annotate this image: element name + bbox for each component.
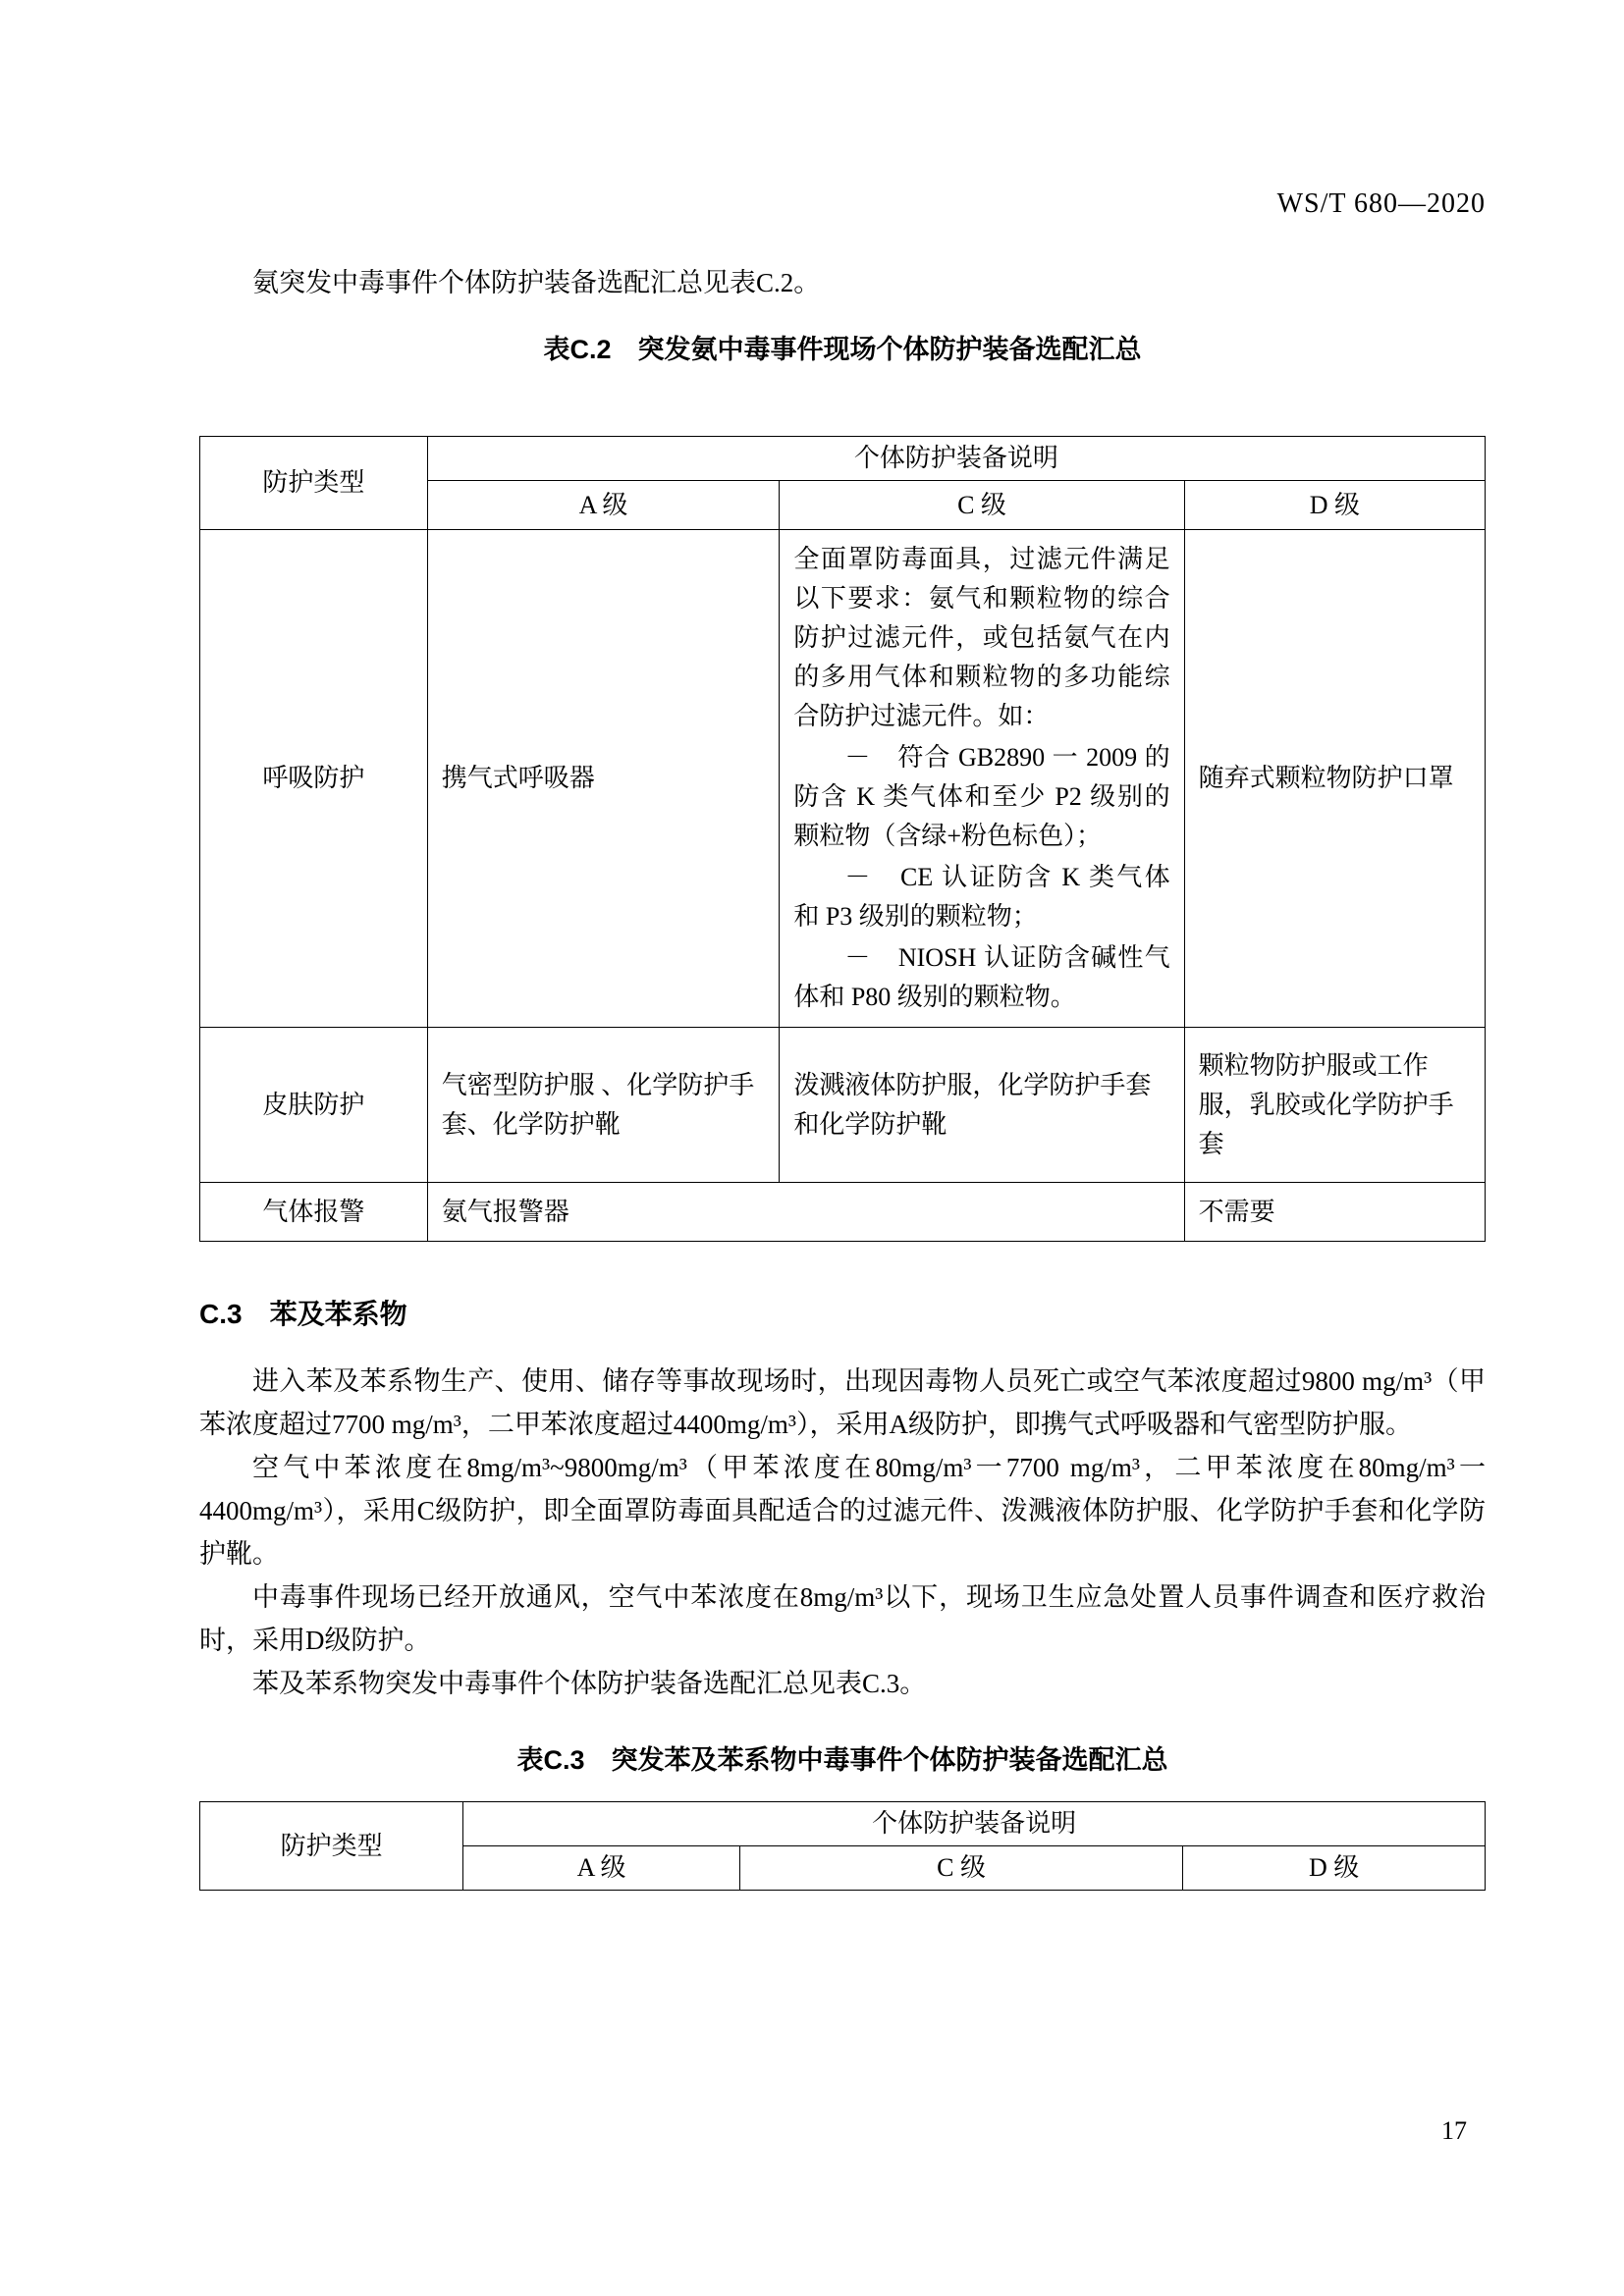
- c2-respiratory-c-bullet-2: － CE 认证防含 K 类气体和 P3 级别的颗粒物；: [793, 863, 1170, 931]
- page-number: 17: [1441, 2116, 1467, 2145]
- c2-col-equipment-header: 个体防护装备说明: [427, 437, 1485, 481]
- c2-row-skin: [200, 1028, 1486, 1183]
- page-content: [199, 0, 1486, 1891]
- intro-paragraph: 氨突发中毒事件个体防护装备选配汇总见表C.2。: [252, 268, 821, 297]
- c2-skin-a: 气密型防护服 、化学防护手套、化学防护靴: [427, 1028, 780, 1183]
- c3-level-a-header: A 级: [463, 1846, 739, 1891]
- c2-skin-c: 泼溅液体防护服，化学防护手套和化学防护靴: [780, 1028, 1184, 1183]
- c2-level-c-header: C 级: [780, 481, 1184, 530]
- c3-col-equipment-header: 个体防护装备说明: [463, 1802, 1486, 1846]
- c2-respiratory-c: [780, 530, 1184, 1028]
- table-c3-title: 表C.3 突发苯及苯系物中毒事件个体防护装备选配汇总: [516, 1745, 1168, 1775]
- c3-paragraph-1: 进入苯及苯系物生产、使用、储存等事故现场时，出现因毒物人员死亡或空气苯浓度超过9800 mg/m³（甲苯浓度超过7700 mg/m³，二甲苯浓度超过4400mg/m³），采用A级防护，即携气式呼吸器和气密型防护服。: [199, 1366, 1486, 1439]
- c2-level-d-header: D 级: [1184, 481, 1485, 530]
- c2-header-row-1: [200, 437, 1486, 481]
- c2-respiratory-a: 携气式呼吸器: [427, 530, 780, 1028]
- c3-col-type-header: 防护类型: [200, 1802, 463, 1891]
- c2-respiratory-d: 随弃式颗粒物防护口罩: [1184, 530, 1485, 1028]
- c2-respiratory-c-bullet-1: － 符合 GB2890 一 2009 的防含 K 类气体和至少 P2 级别的颗粒物（含绿+粉色标色）；: [793, 743, 1170, 850]
- c2-row-respiratory: [200, 530, 1486, 1028]
- c2-skin-d: 颗粒物防护服或工作服，乳胶或化学防护手套: [1184, 1028, 1485, 1183]
- table-c2: [199, 436, 1486, 1242]
- c3-level-d-header: D 级: [1183, 1846, 1486, 1891]
- c3-paragraph-2: 空气中苯浓度在8mg/m³~9800mg/m³（甲苯浓度在80mg/m³一7700 mg/m³，二甲苯浓度在80mg/m³一4400mg/m³），采用C级防护，即全面罩防毒面具配适合的过滤元件、泼溅液体防护服、化学防护手套和化学防护靴。: [199, 1453, 1486, 1569]
- c2-row-alarm: [200, 1183, 1486, 1242]
- c2-skin-type: 皮肤防护: [200, 1028, 428, 1183]
- c2-respiratory-c-intro: 全面罩防毒面具，过滤元件满足以下要求：氨气和颗粒物的综合防护过滤元件，或包括氨气在内的多用气体和颗粒物的多功能综合防护过滤元件。如：: [793, 545, 1170, 730]
- c2-col-type-header: 防护类型: [200, 437, 428, 530]
- c3-paragraph-4: 苯及苯系物突发中毒事件个体防护装备选配汇总见表C.3。: [252, 1669, 927, 1698]
- table-c2-title: 表C.2 突发氨中毒事件现场个体防护装备选配汇总: [543, 335, 1142, 364]
- doc-number: WS/T 680—2020: [1276, 188, 1486, 219]
- c3-level-c-header: C 级: [739, 1846, 1183, 1891]
- c2-respiratory-c-bullet-3: － NIOSH 认证防含碱性气体和 P80 级别的颗粒物。: [793, 943, 1170, 1011]
- c2-alarm-d: 不需要: [1184, 1183, 1485, 1242]
- c2-alarm-type: 气体报警: [200, 1183, 428, 1242]
- c2-respiratory-type: 呼吸防护: [200, 530, 428, 1028]
- section-c3-body: [199, 1360, 1486, 1705]
- section-c3-heading: C.3 苯及苯系物: [199, 1299, 407, 1329]
- c3-paragraph-3: 中毒事件现场已经开放通风，空气中苯浓度在8mg/m³以下，现场卫生应急处置人员事件调查和医疗救治时，采用D级防护。: [199, 1582, 1486, 1655]
- c2-alarm-ac: 氨气报警器: [427, 1183, 1184, 1242]
- table-c3: [199, 1801, 1486, 1891]
- c3-header-row-1: [200, 1802, 1486, 1846]
- c2-level-a-header: A 级: [427, 481, 780, 530]
